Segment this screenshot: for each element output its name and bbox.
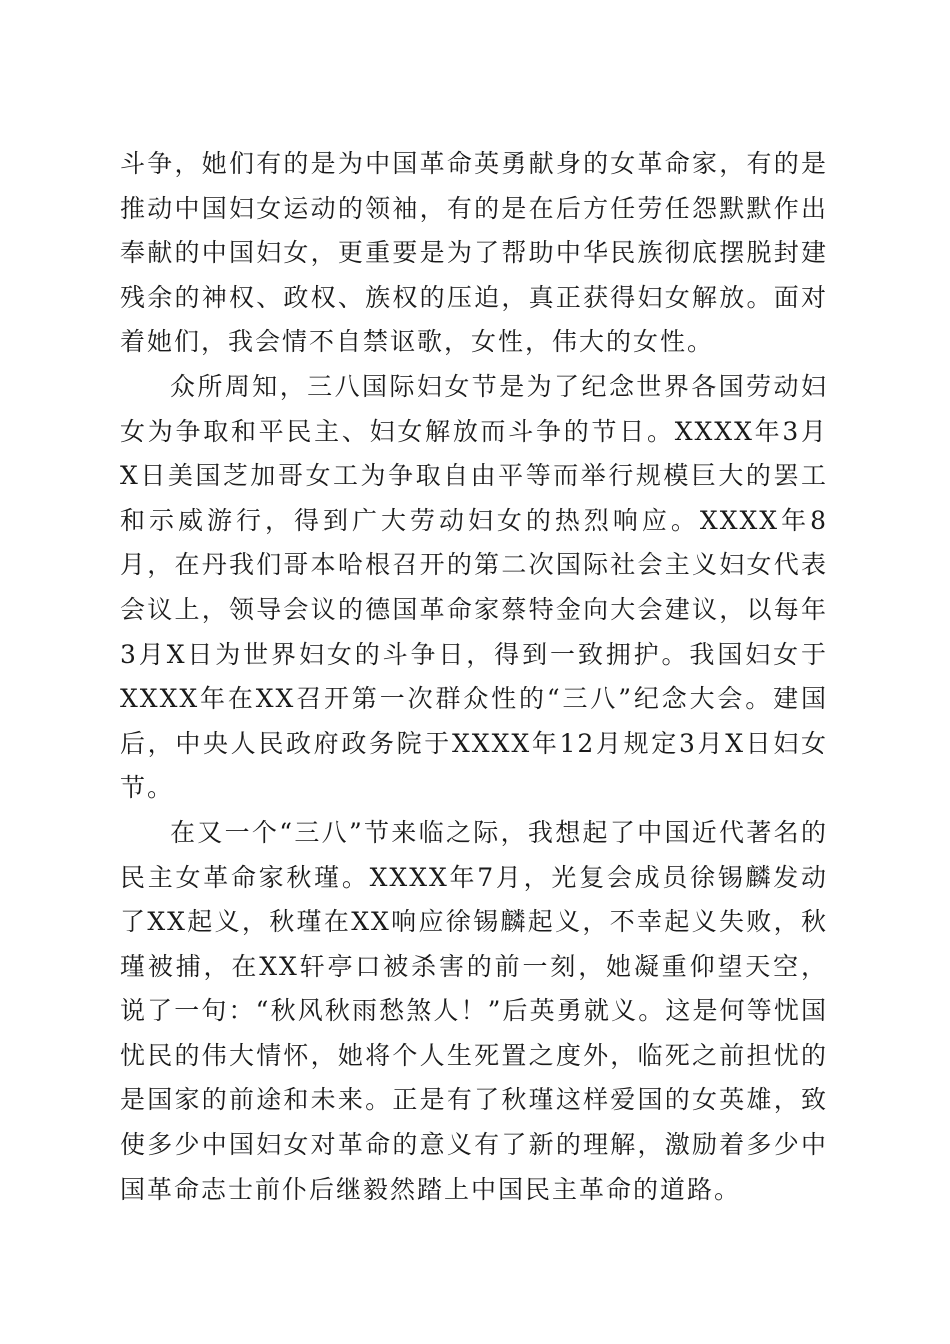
paragraph-womens-day-history: 众所周知，三八国际妇女节是为了纪念世界各国劳动妇女为争取和平民主、妇女解放而斗争的节日。XXXX年3月X日美国芝加哥女工为争取自由平等而举行规模巨大的罢工和示威游行，得到广大劳动妇女的热烈响应。XXXX年8月，在丹我们哥本哈根召开的第二次国际社会主义妇女代表会议上，领导会议的德国革命家蔡特金向大会建议，以每年3月X日为世界妇女的斗争日，得到一致拥护。我国妇女于XXXX年在XX召开第一次群众性的“三八”纪念大会。建国后，中央人民政府政务院于XXXX年12月规定3月X日妇女节。 bbox=[120, 371, 828, 803]
paragraph-continuation: 斗争，她们有的是为中国革命英勇献身的女革命家，有的是推动中国妇女运动的领袖，有的是在后方任劳任怨默默作出奉献的中国妇女，更重要是为了帮助中华民族彻底摆脱封建残余的神权、政权、族权的压迫，真正获得妇女解放。面对着她们，我会情不自禁讴歌，女性，伟大的女性。 bbox=[120, 149, 828, 357]
paragraph-qiu-jin: 在又一个“三八”节来临之际，我想起了中国近代著名的民主女革命家秋瑾。XXXX年7月，光复会成员徐锡麟发动了XX起义，秋瑾在XX响应徐锡麟起义，不幸起义失败，秋瑾被捕，在XX轩亭口被杀害的前一刻，她凝重仰望天空，说了一句：“秋风秋雨愁煞人！”后英勇就义。这是何等忧国忧民的伟大情怀，她将个人生死置之度外，临死之前担忧的是国家的前途和未来。正是有了秋瑾这样爱国的女英雄，致使多少中国妇女对革命的意义有了新的理解，激励着多少中国革命志士前仆后继毅然踏上中国民主革命的道路。 bbox=[120, 817, 828, 1204]
document-body bbox=[120, 142, 828, 1212]
